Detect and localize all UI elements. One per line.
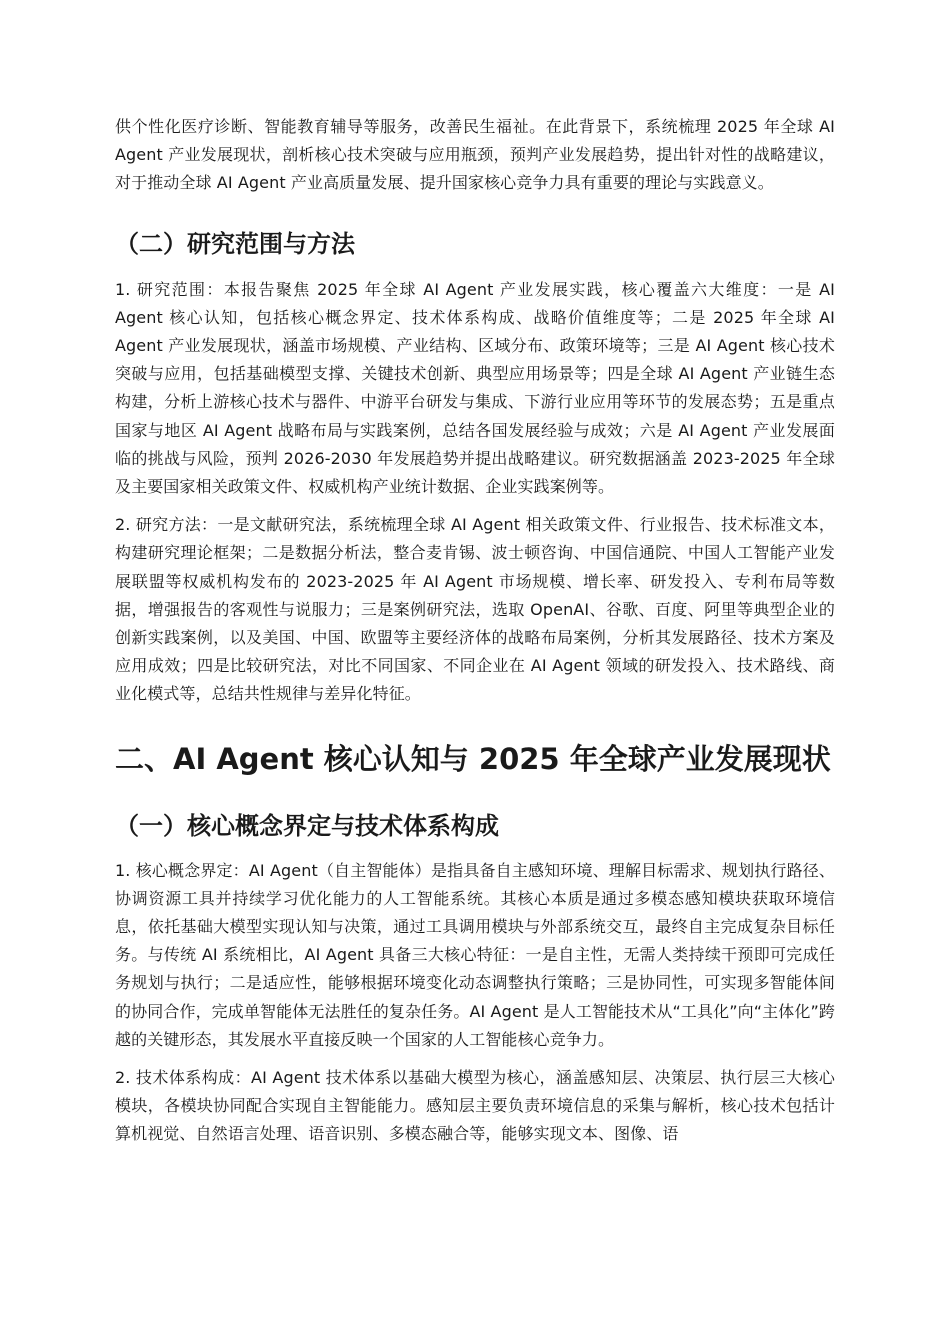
document-page <box>115 113 835 1149</box>
core-concept-paragraph: 1. 核心概念界定：AI Agent（自主智能体）是指具备自主感知环境、理解目标需求、规划执行路径、协调资源工具并持续学习优化能力的人工智能系统。其核心本质是通过多模态感知模块获取环境信息，依托基础大模型实现认知与决策，通过工具调用模块与外部系统交互，最终自主完成复杂目标任务。与传统 AI 系统相比，AI Agent 具备三大核心特征：一是自主性，无需人类持续干预即可完成任务规划与执行；二是适应性，能够根据环境变化动态调整执行策略；三是协同性，可实现多智能体间的协同合作，完成单智能体无法胜任的复杂任务。AI Agent 是人工智能技术从“工具化”向“主体化”跨越的关键形态，其发展水平直接反映一个国家的人工智能核心竞争力。 <box>115 860 835 1049</box>
intro-continuation-paragraph: 供个性化医疗诊断、智能教育辅导等服务，改善民生福祉。在此背景下，系统梳理 2025 年全球 AI Agent 产业发展现状，剖析核心技术突破与应用瓶颈，预判产业发展趋势，提出针对性的战略建议，对于推动全球 AI Agent 产业高质量发展、提升国家核心竞争力具有重要的理论与实践意义。 <box>115 117 835 193</box>
section-heading-concept-and-tech: （一）核心概念界定与技术体系构成 <box>115 811 499 840</box>
research-methods-paragraph: 2. 研究方法：一是文献研究法，系统梳理全球 AI Agent 相关政策文件、行业报告、技术标准文本，构建研究理论框架；二是数据分析法，整合麦肯锡、波士顿咨询、中国信通院、中国人工智能产业发展联盟等权威机构发布的 2023-2025 年 AI Agent 市场规模、增长率、研发投入、专利布局等数据，增强报告的客观性与说服力；三是案例研究法，选取 OpenAI、谷歌、百度、阿里等典型企业的创新实践案例，以及美国、中国、欧盟等主要经济体的战略布局案例，分析其发展路径、技术方案及应用成效；四是比较研究法，对比不同国家、不同企业在 AI Agent 领域的研发投入、技术路线、商业化模式等，总结共性规律与差异化特征。 <box>115 515 835 704</box>
section-heading-scope-and-methods: （二）研究范围与方法 <box>115 229 355 258</box>
research-scope-paragraph: 1. 研究范围：本报告聚焦 2025 年全球 AI Agent 产业发展实践，核心覆盖六大维度：一是 AI Agent 核心认知，包括核心概念界定、技术体系构成、战略价值维度等；二是 2025 年全球 AI Agent 产业发展现状，涵盖市场规模、产业结构、区域分布、政策环境等；三是 AI Agent 核心技术突破与应用，包括基础模型支撑、关键技术创新、典型应用场景等；四是全球 AI Agent 产业链生态构建，分析上游核心技术与器件、中游平台研发与集成、下游行业应用等环节的发展态势；五是重点国家与地区 AI Agent 战略布局与实践案例，总结各国发展经验与成效；六是 AI Agent 产业发展面临的挑战与风险，预判 2026-2030 年发展趋势并提出战略建议。研究数据涵盖 2023-2025 年全球及主要国家相关政策文件、权威机构产业统计数据、企业实践案例等。 <box>115 279 835 497</box>
chapter-heading-two: 二、AI Agent 核心认知与 2025 年全球产业发展现状 <box>115 741 831 776</box>
tech-system-paragraph: 2. 技术体系构成：AI Agent 技术体系以基础大模型为核心，涵盖感知层、决策层、执行层三大核心模块，各模块协同配合实现自主智能能力。感知层主要负责环境信息的采集与解析，核心技术包括计算机视觉、自然语言处理、语音识别、多模态融合等，能够实现文本、图像、语 <box>115 1068 835 1144</box>
